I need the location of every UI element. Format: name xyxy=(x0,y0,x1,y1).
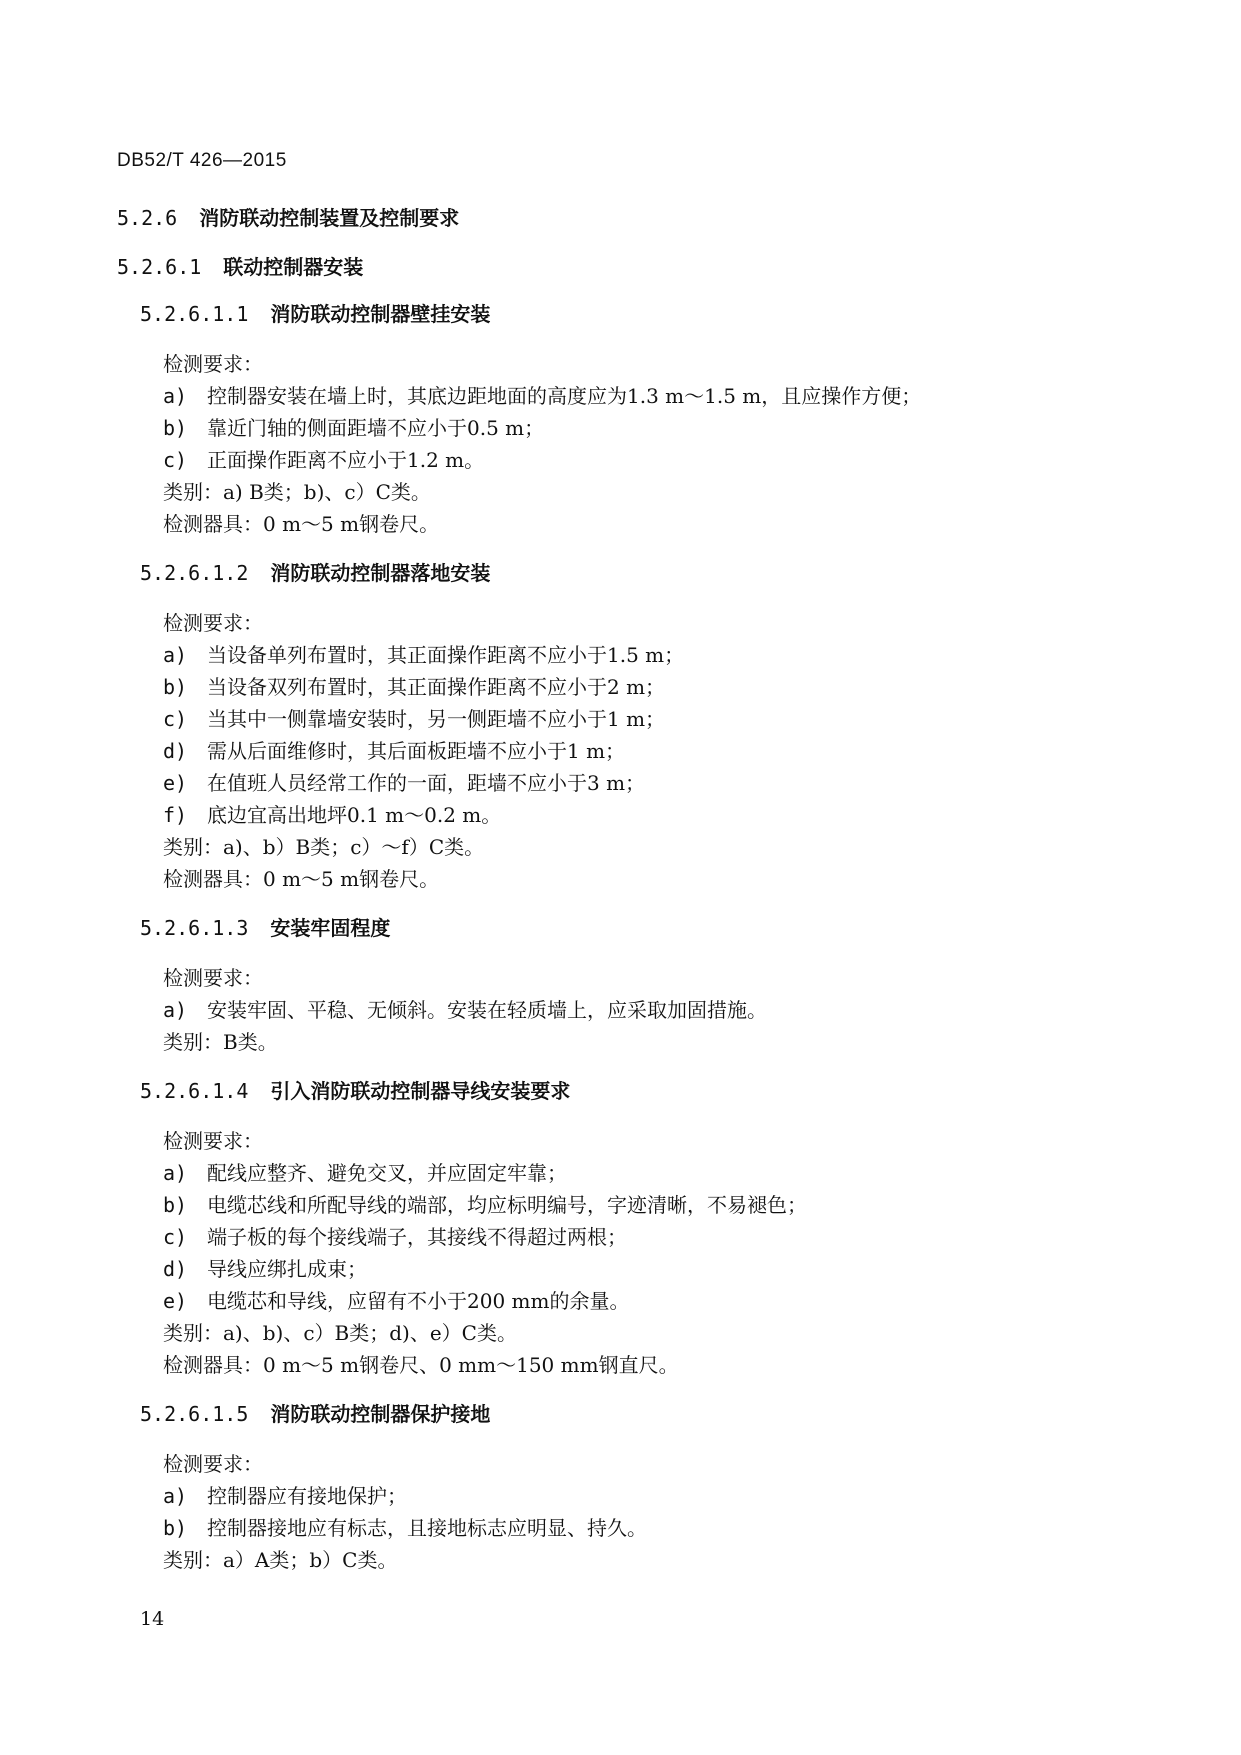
list-item xyxy=(163,994,767,1023)
item-marker: e) xyxy=(163,771,188,795)
tools-line: 检测器具：0 m～5 m钢卷尺、0 mm～150 mm钢直尺。 xyxy=(163,1353,679,1377)
item-text: 导线应绑扎成束； xyxy=(207,1257,367,1281)
section-heading-5-2-6-1-5 xyxy=(140,1398,490,1427)
list-item xyxy=(163,380,921,409)
list-item xyxy=(163,799,501,828)
list-item xyxy=(163,639,684,668)
category-line: 类别：a) B类；b)、c）C类。 xyxy=(163,480,431,504)
item-text: 正面操作距离不应小于1.2 m。 xyxy=(207,448,485,472)
section-title: 联动控制器安装 xyxy=(223,255,364,279)
requirement-label: 检测要求： xyxy=(163,966,263,990)
category-line: 类别：a）A类；b）C类。 xyxy=(163,1548,398,1572)
requirement-label: 检测要求： xyxy=(163,352,263,376)
section-title: 安装牢固程度 xyxy=(270,916,391,940)
list-item xyxy=(163,1285,629,1314)
list-item xyxy=(163,1189,807,1218)
section-title: 消防联动控制器落地安装 xyxy=(270,561,491,585)
category-line: 类别：B类。 xyxy=(163,1030,278,1054)
section-title: 消防联动控制装置及控制要求 xyxy=(199,206,460,230)
requirement-label: 检测要求： xyxy=(163,1452,263,1476)
section-number: 5.2.6.1.1 xyxy=(140,302,249,326)
section-title: 消防联动控制器壁挂安装 xyxy=(270,302,491,326)
item-text: 需从后面维修时，其后面板距墙不应小于1 m； xyxy=(207,739,626,763)
item-text: 当设备双列布置时，其正面操作距离不应小于2 m； xyxy=(207,675,666,699)
list-item xyxy=(163,444,484,473)
list-item xyxy=(163,767,645,796)
item-marker: b) xyxy=(163,675,188,699)
section-heading-5-2-6-1-1 xyxy=(140,298,490,327)
section-title: 消防联动控制器保护接地 xyxy=(270,1402,491,1426)
list-item xyxy=(163,735,625,764)
item-marker: b) xyxy=(163,416,188,440)
list-item xyxy=(163,1253,367,1282)
section-number: 5.2.6 xyxy=(117,206,178,230)
section-heading-5-2-6-1-2 xyxy=(140,557,490,586)
item-marker: b) xyxy=(163,1516,188,1540)
list-item xyxy=(163,1157,567,1186)
list-item xyxy=(163,671,665,700)
item-text: 控制器接地应有标志，且接地标志应明显、持久。 xyxy=(207,1516,647,1540)
tools-line: 检测器具：0 m～5 m钢卷尺。 xyxy=(163,512,440,536)
section-number: 5.2.6.1 xyxy=(117,255,202,279)
item-marker: c) xyxy=(163,448,188,472)
tools-line: 检测器具：0 m～5 m钢卷尺。 xyxy=(163,867,440,891)
item-text: 电缆芯线和所配导线的端部，均应标明编号，字迹清晰，不易褪色； xyxy=(207,1193,807,1217)
page-number: 14 xyxy=(140,1608,165,1630)
section-number: 5.2.6.1.4 xyxy=(140,1079,249,1103)
item-text: 靠近门轴的侧面距墙不应小于0.5 m； xyxy=(207,416,545,440)
item-marker: f) xyxy=(163,803,188,827)
section-number: 5.2.6.1.5 xyxy=(140,1402,249,1426)
requirement-label: 检测要求： xyxy=(163,1129,263,1153)
section-heading-5-2-6 xyxy=(117,202,459,231)
item-text: 电缆芯和导线，应留有不小于200 mm的余量。 xyxy=(207,1289,630,1313)
item-marker: a) xyxy=(163,998,188,1022)
item-marker: a) xyxy=(163,1484,188,1508)
item-text: 配线应整齐、避免交叉，并应固定牢靠； xyxy=(207,1161,567,1185)
section-heading-5-2-6-1-4 xyxy=(140,1075,570,1104)
item-text: 安装牢固、平稳、无倾斜。安装在轻质墙上，应采取加固措施。 xyxy=(207,998,767,1022)
list-item xyxy=(163,703,665,732)
list-item xyxy=(163,1221,627,1250)
item-text: 当其中一侧靠墙安装时，另一侧距墙不应小于1 m； xyxy=(207,707,666,731)
section-heading-5-2-6-1 xyxy=(117,251,363,280)
section-heading-5-2-6-1-3 xyxy=(140,912,390,941)
list-item xyxy=(163,412,544,441)
category-line: 类别：a)、b)、c）B类；d)、e）C类。 xyxy=(163,1321,517,1345)
section-number: 5.2.6.1.2 xyxy=(140,561,249,585)
document-code: DB52/T 426—2015 xyxy=(117,150,287,171)
item-text: 当设备单列布置时，其正面操作距离不应小于1.5 m； xyxy=(207,643,685,667)
list-item xyxy=(163,1480,407,1509)
item-text: 端子板的每个接线端子，其接线不得超过两根； xyxy=(207,1225,627,1249)
category-line: 类别：a)、b）B类；c）～f）C类。 xyxy=(163,835,485,859)
item-marker: b) xyxy=(163,1193,188,1217)
item-text: 在值班人员经常工作的一面，距墙不应小于3 m； xyxy=(207,771,646,795)
item-text: 控制器安装在墙上时，其底边距地面的高度应为1.3 m～1.5 m，且应操作方便； xyxy=(207,384,922,408)
section-number: 5.2.6.1.3 xyxy=(140,916,249,940)
item-marker: a) xyxy=(163,1161,188,1185)
item-marker: c) xyxy=(163,1225,188,1249)
list-item xyxy=(163,1512,647,1541)
item-marker: e) xyxy=(163,1289,188,1313)
item-marker: d) xyxy=(163,739,188,763)
section-title: 引入消防联动控制器导线安装要求 xyxy=(270,1079,571,1103)
item-marker: a) xyxy=(163,384,188,408)
item-marker: c) xyxy=(163,707,188,731)
item-marker: d) xyxy=(163,1257,188,1281)
item-text: 底边宜高出地坪0.1 m～0.2 m。 xyxy=(207,803,502,827)
item-text: 控制器应有接地保护； xyxy=(207,1484,407,1508)
item-marker: a) xyxy=(163,643,188,667)
requirement-label: 检测要求： xyxy=(163,611,263,635)
